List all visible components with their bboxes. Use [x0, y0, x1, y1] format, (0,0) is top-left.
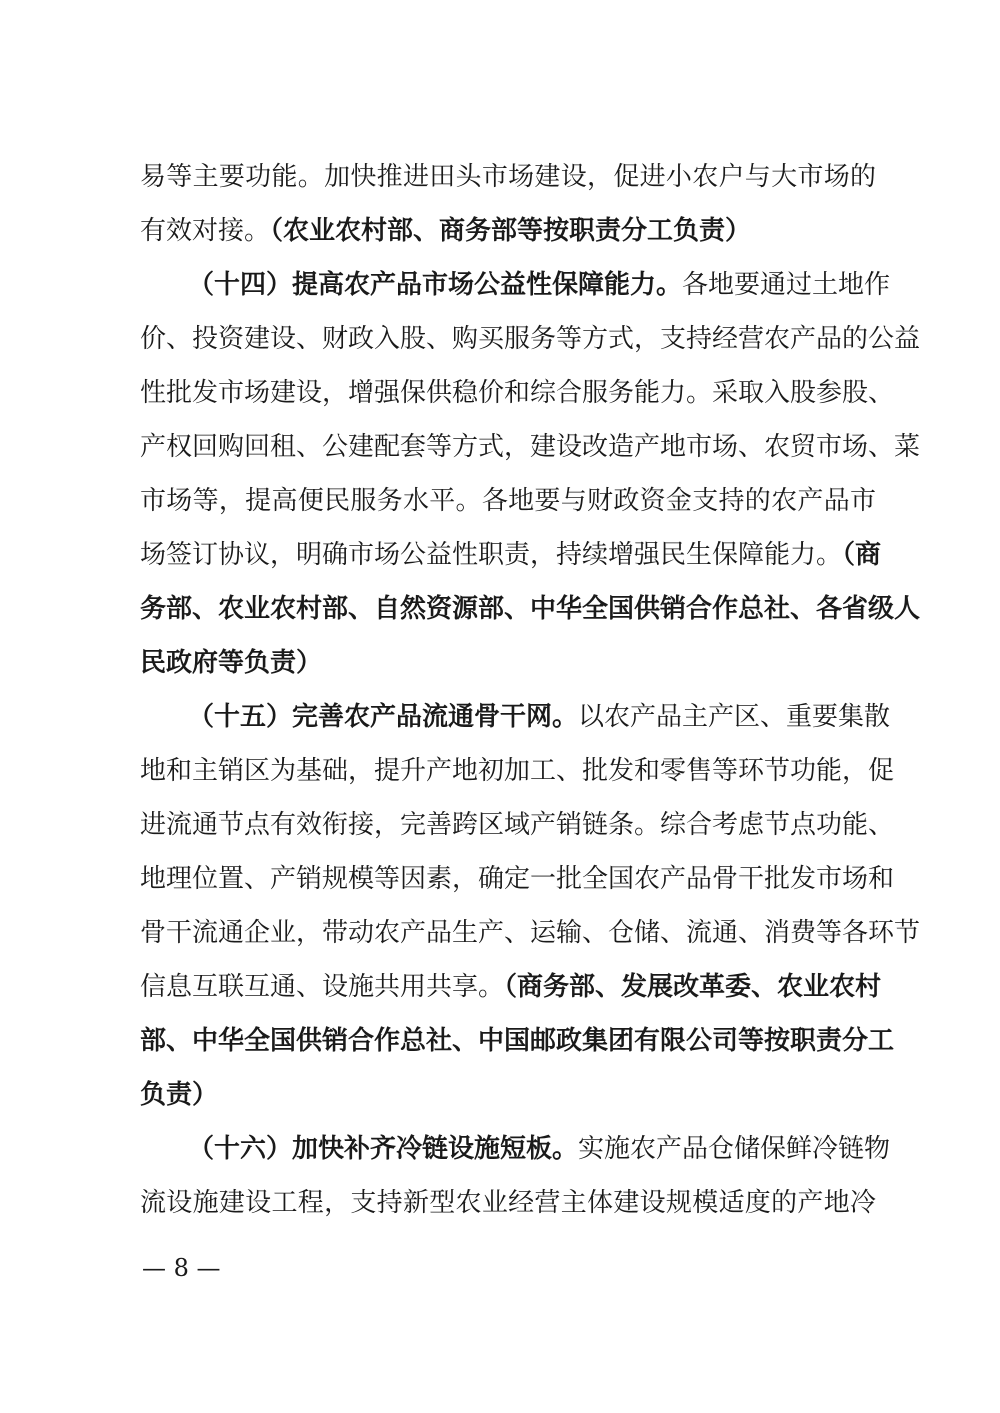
- line-8-text: 场签订协议，明确市场公益性职责，持续增强民生保障能力。: [140, 540, 843, 570]
- line-17-responsibility: 部、中华全国供销合作总社、中国邮政集团有限公司等按职责分工: [140, 1026, 895, 1056]
- line-10-responsibility: 民政府等负责）: [140, 648, 323, 678]
- line-1-text: 易等主要功能。加快推进田头市场建设，促进小农户与大市场的: [140, 162, 876, 192]
- line-6-text: 产权回购回租、公建配套等方式，建设改造产地市场、农贸市场、菜: [140, 432, 921, 462]
- section-16-heading: （十六）加快补齐冷链设施短板。: [188, 1134, 579, 1164]
- line-19-text: 实施农产品仓储保鲜冷链物: [578, 1134, 891, 1164]
- line-3-text: 各地要通过土地作: [682, 270, 891, 300]
- text-line-11: [188, 697, 891, 737]
- section-14-heading: （十四）提高农产品市场公益性保障能力。: [188, 270, 683, 300]
- line-7-text: 市场等，提高便民服务水平。各地要与财政资金支持的农产品市: [140, 486, 876, 516]
- line-8-responsibility: （商: [842, 540, 882, 570]
- text-line-7: [140, 481, 876, 521]
- line-16-text: 信息互联互通、设施共用共享。: [140, 972, 505, 1002]
- text-line-5: [140, 373, 895, 413]
- line-16-responsibility: （商务部、发展改革委、农业农村: [504, 972, 882, 1002]
- text-line-10: [140, 643, 322, 683]
- line-13-text: 进流通节点有效衔接，完善跨区域产销链条。综合考虑节点功能、: [140, 810, 895, 840]
- text-line-2: [140, 211, 751, 251]
- line-2-text: 有效对接。: [140, 216, 271, 246]
- text-line-15: [140, 913, 921, 953]
- text-line-14: [140, 859, 895, 899]
- text-line-6: [140, 427, 921, 467]
- line-11-text: 以农产品主产区、重要集散: [578, 702, 891, 732]
- text-line-9: [140, 589, 921, 629]
- text-line-17: [140, 1021, 895, 1061]
- text-line-12: [140, 751, 895, 791]
- text-line-8: [140, 535, 882, 575]
- line-4-text: 价、投资建设、财政入股、购买服务等方式，支持经营农产品的公益: [140, 324, 921, 354]
- text-line-13: [140, 805, 895, 845]
- text-line-19: [188, 1129, 891, 1169]
- section-15-heading: （十五）完善农产品流通骨干网。: [188, 702, 579, 732]
- line-18-responsibility: 负责）: [140, 1080, 219, 1110]
- text-line-3: [188, 265, 891, 305]
- line-2-responsibility: （农业农村部、商务部等按职责分工负责）: [270, 216, 752, 246]
- line-9-responsibility: 务部、农业农村部、自然资源部、中华全国供销合作总社、各省级人: [140, 594, 921, 624]
- line-14-text: 地理位置、产销规模等因素，确定一批全国农产品骨干批发市场和: [140, 864, 895, 894]
- line-5-text: 性批发市场建设，增强保供稳价和综合服务能力。采取入股参股、: [140, 378, 895, 408]
- page-number: — 8 —: [142, 1254, 221, 1282]
- text-line-20: [140, 1183, 876, 1223]
- line-15-text: 骨干流通企业，带动农产品生产、运输、仓储、流通、消费等各环节: [140, 918, 921, 948]
- line-12-text: 地和主销区为基础，提升产地初加工、批发和零售等环节功能，促: [140, 756, 895, 786]
- line-20-text: 流设施建设工程，支持新型农业经营主体建设规模适度的产地冷: [140, 1188, 876, 1218]
- text-line-16: [140, 967, 882, 1007]
- text-line-4: [140, 319, 921, 359]
- text-line-18: [140, 1075, 218, 1115]
- text-line-1: [140, 157, 876, 197]
